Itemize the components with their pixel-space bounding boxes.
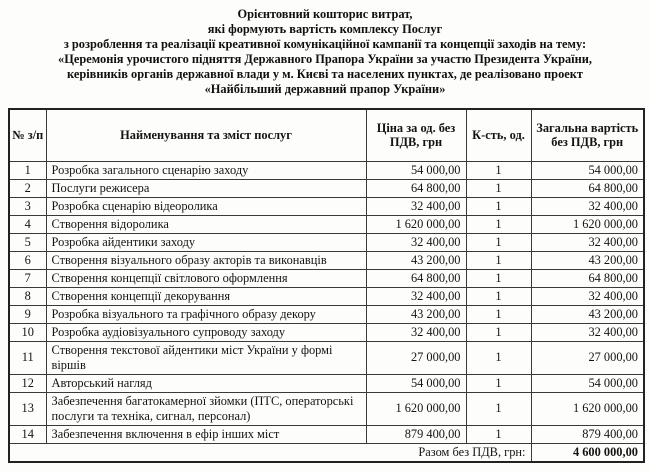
table-row	[9, 392, 644, 425]
cell-total: 54 000,00	[531, 374, 644, 392]
cell-unit-price: 27 000,00	[366, 341, 466, 374]
cell-num: 13	[9, 392, 46, 425]
cell-name: Авторський нагляд	[46, 374, 366, 392]
cell-total: 43 200,00	[531, 251, 644, 269]
table-row	[9, 251, 644, 269]
table-row	[9, 341, 644, 374]
cell-total: 1 620 000,00	[531, 215, 644, 233]
table-row	[9, 269, 644, 287]
document-title	[0, 0, 650, 97]
table-row	[9, 161, 644, 179]
cell-name: Створення текстової айдентики міст України у формі віршів	[46, 341, 366, 374]
cell-total: 64 800,00	[531, 269, 644, 287]
cell-total: 54 000,00	[531, 161, 644, 179]
cell-qty: 1	[466, 233, 531, 251]
cell-name: Створення візуального образу акторів та виконавців	[46, 251, 366, 269]
cell-num: 8	[9, 287, 46, 305]
cell-unit-price: 32 400,00	[366, 233, 466, 251]
cell-total: 32 400,00	[531, 233, 644, 251]
cell-num: 12	[9, 374, 46, 392]
total-value: 4 600 000,00	[531, 443, 644, 462]
cell-name: Забезпечення багатокамерної зйомки (ПТС, операторські послуги та техніка, сигнал, персонал)	[46, 392, 366, 425]
cell-total: 879 400,00	[531, 425, 644, 443]
cell-num: 1	[9, 161, 46, 179]
cell-name: Розробка візуального та графічного образу декору	[46, 305, 366, 323]
col-header-name: Найменування та зміст послуг	[46, 109, 366, 161]
col-header-total: Загальна вартість без ПДВ, грн	[531, 109, 644, 161]
cell-qty: 1	[466, 374, 531, 392]
cell-qty: 1	[466, 392, 531, 425]
cell-unit-price: 32 400,00	[366, 197, 466, 215]
total-row	[9, 443, 644, 462]
cell-unit-price: 1 620 000,00	[366, 392, 466, 425]
table-row	[9, 197, 644, 215]
cell-name: Послуги режисера	[46, 179, 366, 197]
cell-num: 10	[9, 323, 46, 341]
cell-unit-price: 64 800,00	[366, 179, 466, 197]
cell-qty: 1	[466, 251, 531, 269]
cell-num: 3	[9, 197, 46, 215]
cell-num: 9	[9, 305, 46, 323]
cost-estimate-table	[8, 108, 645, 463]
cell-name: Створення концепції декорування	[46, 287, 366, 305]
cell-name: Створення концепції світлового оформлення	[46, 269, 366, 287]
document-title-line: керівників органів державної влади у м. Києві та населених пунктах, де реалізовано проект	[67, 67, 583, 81]
cell-total: 43 200,00	[531, 305, 644, 323]
cell-name: Розробка загального сценарію заходу	[46, 161, 366, 179]
cell-unit-price: 54 000,00	[366, 161, 466, 179]
total-label: Разом без ПДВ, грн:	[9, 443, 531, 462]
cell-qty: 1	[466, 287, 531, 305]
cell-total: 27 000,00	[531, 341, 644, 374]
table-row	[9, 179, 644, 197]
table-header-row	[9, 109, 644, 161]
cell-num: 5	[9, 233, 46, 251]
cell-total: 64 800,00	[531, 179, 644, 197]
cell-total: 32 400,00	[531, 197, 644, 215]
cell-num: 6	[9, 251, 46, 269]
cell-name: Розробка сценарію відеоролика	[46, 197, 366, 215]
cell-qty: 1	[466, 215, 531, 233]
cell-qty: 1	[466, 323, 531, 341]
document-title-line: Орієнтовний кошторис витрат,	[237, 7, 413, 21]
cell-qty: 1	[466, 425, 531, 443]
cell-qty: 1	[466, 197, 531, 215]
cell-unit-price: 32 400,00	[366, 323, 466, 341]
cell-unit-price: 43 200,00	[366, 251, 466, 269]
cell-qty: 1	[466, 161, 531, 179]
table-row	[9, 374, 644, 392]
cell-unit-price: 1 620 000,00	[366, 215, 466, 233]
col-header-price: Ціна за од. без ПДВ, грн	[366, 109, 466, 161]
cell-name: Розробка айдентики заходу	[46, 233, 366, 251]
table-row	[9, 287, 644, 305]
cell-qty: 1	[466, 179, 531, 197]
cell-unit-price: 64 800,00	[366, 269, 466, 287]
table-row	[9, 425, 644, 443]
document-title-line: «Церемонія урочистого підняття Державного Прапора України за участю Президента України,	[58, 52, 592, 66]
cell-unit-price: 54 000,00	[366, 374, 466, 392]
table-row	[9, 305, 644, 323]
cell-unit-price: 879 400,00	[366, 425, 466, 443]
document-title-line: з розроблення та реалізації креативної комунікаційної кампанії та концепції заходів на тему:	[63, 37, 587, 51]
cell-unit-price: 43 200,00	[366, 305, 466, 323]
cell-qty: 1	[466, 305, 531, 323]
cell-qty: 1	[466, 269, 531, 287]
cell-qty: 1	[466, 341, 531, 374]
table-row	[9, 323, 644, 341]
table-row	[9, 215, 644, 233]
cell-num: 14	[9, 425, 46, 443]
document-title-line: «Найбільший державний прапор України»	[204, 82, 446, 96]
cell-name: Розробка аудіовізуального супроводу заходу	[46, 323, 366, 341]
cell-total: 32 400,00	[531, 287, 644, 305]
col-header-num: № з/п	[9, 109, 46, 161]
table-row	[9, 233, 644, 251]
cell-unit-price: 32 400,00	[366, 287, 466, 305]
col-header-qty: К-сть, од.	[466, 109, 531, 161]
cell-num: 7	[9, 269, 46, 287]
cell-num: 4	[9, 215, 46, 233]
cell-name: Забезпечення включення в ефір інших міст	[46, 425, 366, 443]
cell-num: 2	[9, 179, 46, 197]
document-title-line: які формують вартість комплексу Послуг	[207, 22, 443, 36]
cell-name: Створення відоролика	[46, 215, 366, 233]
cell-total: 1 620 000,00	[531, 392, 644, 425]
cell-total: 32 400,00	[531, 323, 644, 341]
cell-num: 11	[9, 341, 46, 374]
